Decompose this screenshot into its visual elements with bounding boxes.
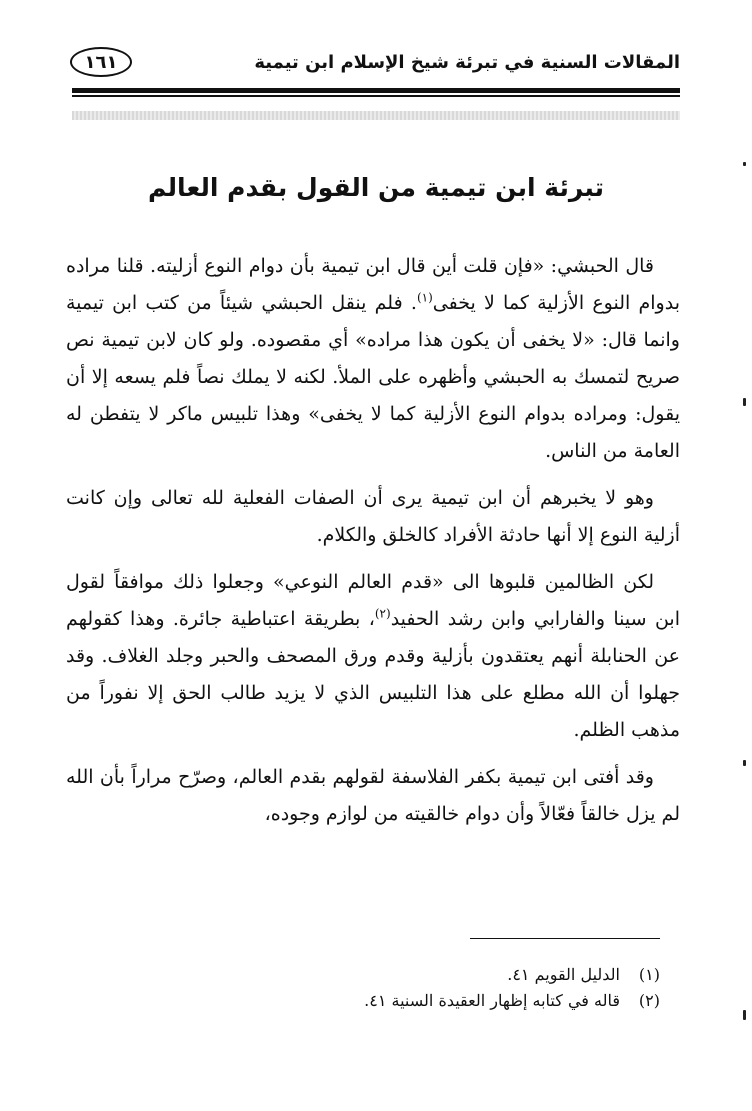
- running-title: المقالات السنية في تبرئة شيخ الإسلام ابن تيمية: [254, 51, 680, 73]
- paragraph-1-text-a: قال الحبشي: «فإن قلت أين قال ابن تيمية بأن دوام النوع أزليته. قلنا مراده بدوام النوع الأزلية كما لا يخفى: [66, 255, 680, 314]
- footnotes: [72, 962, 660, 1014]
- footnote-number: (١): [638, 965, 660, 984]
- header-rule-thick: [72, 88, 680, 93]
- paragraph-4: وقد أفتى ابن تيمية بكفر الفلاسفة لقولهم بقدم العالم، وصرّح مراراً بأن الله لم يزل خالقاً فعّالاً وأن دوام خالقيته من لوازم وجوده،: [66, 766, 680, 825]
- footnote-number: (٢): [638, 991, 660, 1010]
- paragraph-3: [66, 564, 680, 749]
- paragraph-2: وهو لا يخبرهم أن ابن تيمية يرى أن الصفات الفعلية لله تعالى وإن كانت أزلية النوع إلا أنها حادثة الأفراد كالخلق والكلام.: [66, 487, 680, 546]
- paragraph-1-text-b: . فلم ينقل الحبشي شيئاً من كتب ابن تيمية وانما قال: «لا يخفى أن يكون هذا مراده» أي مقصوده. ولو كان لابن تيمية نص صريح لتمسك به الحبشي وأظهره على الملأ. لكنه لا يملك نصاً فلم يسعه إلا أن يقول: ومراده بدوام النوع الأزلية كما لا يخفى» وهذا تلبيس ماكر لا يتفطن له العامة من الناس.: [66, 292, 680, 462]
- scan-edge-mark: [743, 760, 746, 766]
- running-header: [70, 40, 680, 84]
- section-title: تبرئة ابن تيمية من القول بقدم العالم: [148, 173, 604, 202]
- header-rule-shadow: [72, 111, 680, 120]
- footnote-ref-2: (٢): [374, 606, 391, 621]
- footnote-separator: [470, 938, 660, 939]
- footnote-text: الدليل القويم ٤١.: [507, 965, 620, 984]
- body-text: [66, 248, 680, 843]
- footnote-1: [72, 962, 660, 988]
- scan-edge-mark: [743, 1010, 746, 1020]
- paragraph-3-text-a: لكن الظالمين قلبوها الى «قدم العالم النوعي» وجعلوا ذلك موافقاً لقول ابن سينا والفارابي وابن رشد الحفيد: [66, 571, 680, 630]
- footnote-2: [72, 988, 660, 1014]
- paragraph-3-text-b: ، بطريقة اعتباطية جائرة. وهذا كقولهم عن الحنابلة أنهم يعتقدون بأزلية وقدم ورق المصحف والحبر وجلد الغلاف. وقد جهلوا أن الله مطلع على هذا التلبيس الذي لا يزيد طالب الحق إلا نفوراً من مذهب الظلم.: [66, 608, 680, 741]
- header-rule-thin: [72, 95, 680, 97]
- scan-edge-mark: [743, 398, 746, 406]
- paragraph-1: [66, 248, 680, 470]
- footnote-text: قاله في كتابه إظهار العقيدة السنية ٤١.: [364, 991, 620, 1010]
- scan-edge-mark: [743, 162, 746, 166]
- page-number: ١٦١: [70, 47, 132, 77]
- footnote-ref-1: (١): [416, 290, 433, 305]
